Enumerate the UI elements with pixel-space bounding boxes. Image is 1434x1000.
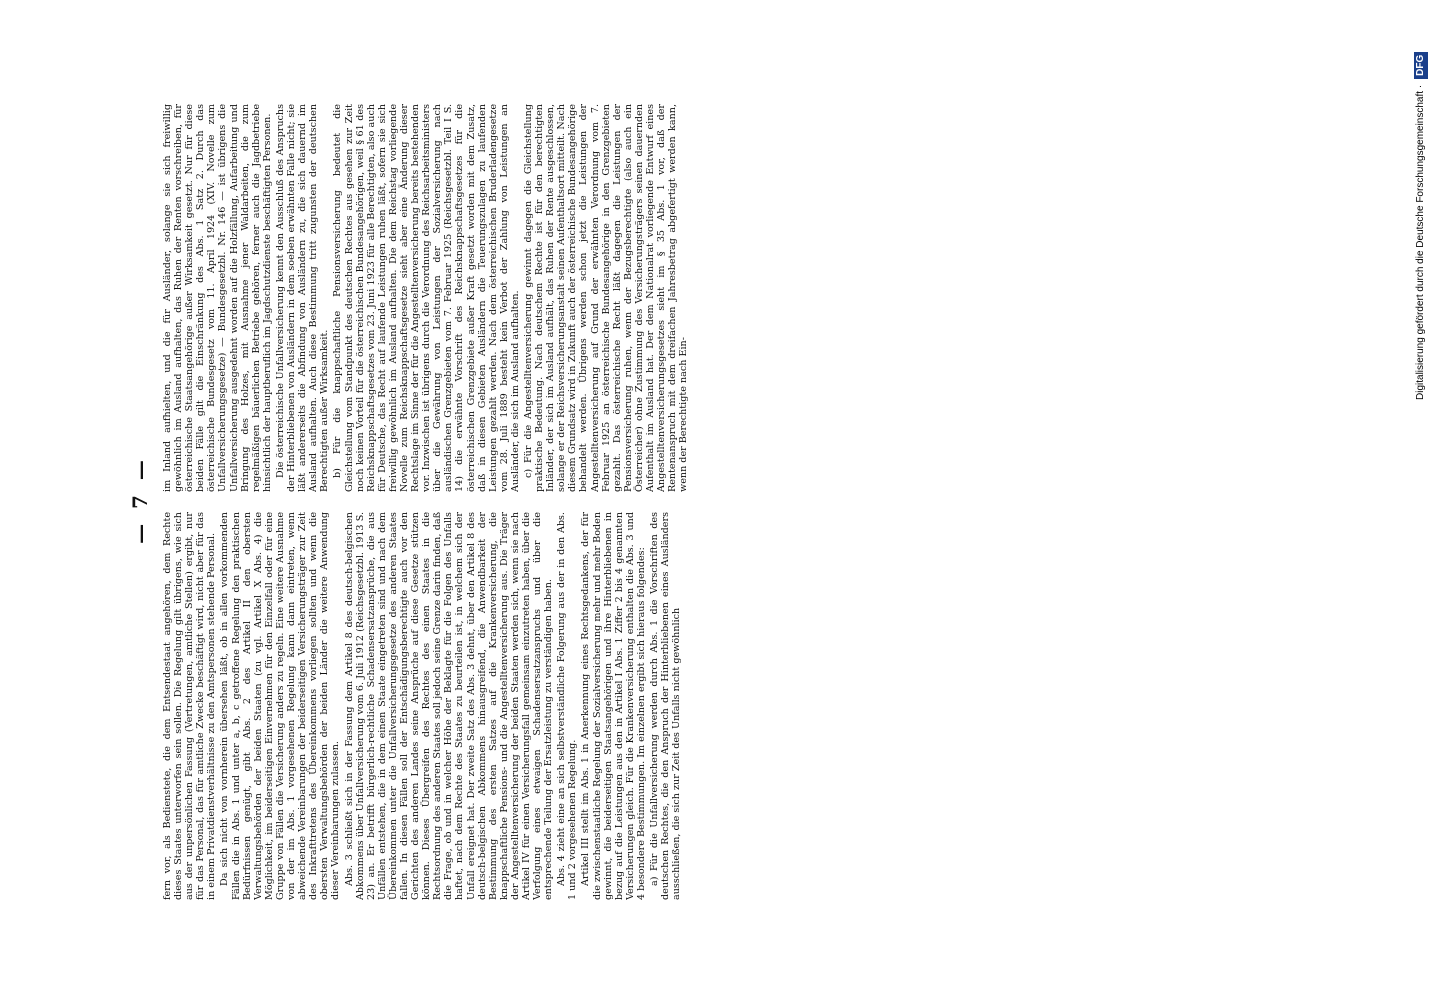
left-text-column [162,512,1287,900]
paragraph: b) Für die knappschaftliche Pensionsversicherung bedeutet die Gleichstellung vom Standpunkt des deutschen Rechtes aus gesehen zur Zeit noch keinen Vorteil für die österreichischen Bundesangehörigen, weil § 61 des Reichsknappschaftsgesetzes vom 23. Juni 1923 für alle Berechtigten, also auch für Deutsche, das Recht auf laufende Leistungen ruhen läßt, sofern sie sich freiwillig gewöhnlich im Ausland aufhalten. Die dem Reichstag vorliegende Novelle zum Reichsknappschaftsgesetze sieht aber eine Änderung dieser Rechtslage im Sinne der für die Angestelltenversicherung bereits bestehenden vor. Inzwischen ist übrigens durch die Verordnung des Reichsarbeitsministers über die Gewährung von Leistungen der Sozialversicherung nach ausländischen Grenzgebieten vom 7. Februar 1925 (Reichsgesetzbl. Teil I S. 14) die erwähnte Vorschrift des Reichsknappschaftsgesetzes für die österreichischen Grenzgebiete außer Kraft gesetzt worden mit dem Zusatz, daß in diesen Gebieten Ausländern die Teuerungszulagen zu laufenden Leistungen gezahlt werden. Nach dem österreichischen Bruderladengesetze vom 28. Juli 1889 besteht kein Verbot der Zahlung von Leistungen an Ausländer, die sich im Ausland aufhalten. [332,104,521,492]
paragraph: a) Für die Unfallversicherung werden durch Abs. 1 die Vorschriften des deutschen Rechtes, die den Anspruch der Hinterbliebenen eines Ausländers ausschließen, die sich zur Zeit des Unfalls nicht gewöhnlich [649,512,683,900]
right-text-column [162,104,1287,492]
paragraph: Da sich nicht von vornherein übersehen läßt, ob in allen vorkommenden Fällen die in Abs. 1 und unter a, b, c getroffene Regelung den praktischen Bedürfnissen genügt, gibt Abs. 2 des Artikel II den obersten Verwaltungsbehörden der beiden Staaten (zu vgl. Artikel X Abs. 4) die Möglichkeit, im beiderseitigen Einvernehmen für den Einzelfall oder für eine Gruppe von Fällen die Versicherung anders zu regeln. Eine weitere Ausnahme von der im Abs. 1 vorgesehenen Regelung kann dann eintreten, wenn abweichende Vereinbarungen der beiderseitigen Versicherungsträger zur Zeit des Inkrafttretens des Übereinkommens vorliegen sollten und wenn die obersten Verwaltungsbehörden der beiden Länder die weitere Anwendung dieser Vereinbarungen zulassen. [219,512,342,900]
paragraph: c) Für die Angestelltenversicherung gewinnt dagegen die Gleichstellung praktische Bedeutung. Nach deutschem Rechte ist für den berechtigten Inländer, der sich im Ausland aufhält, das Ruhen der Rente ausgeschlossen, solange er der Reichsversicherungsanstalt seinen Aufenthaltsort mitteilt. Nach diesem Grundsatz wird in Zukunft auch der österreichische Bundesangehörige behandelt werden. Übrigens werden schon jetzt die Leistungen der Angestelltenversicherung auf Grund der erwähnten Verordnung vom 7. Februar 1925 an österreichische Bundesangehörige in den Grenzgebieten gezahlt. Das österreichische Recht läßt dagegen die Leistungen der Pensionsversicherung ruhen, wenn der Bezugsberechtigte (also auch ein Österreicher) ohne Zustimmung des Versicherungsträgers seinen dauernden Aufenthalt im Ausland hat. Der dem Nationalrat vorliegende Entwurf eines Angestelltenversicherungsgesetzes sieht im § 35 Abs. 1 vor, daß der Rentenanspruch mit dem dreifachen Jahresbetrag abgefertigt werden kann, wenn der Berechtigte nach Ein- [523,104,690,492]
rotated-page-content [128,100,1293,900]
digitization-credit [1410,10,1432,990]
paragraph: Die österreichische Unfallversicherung kennt den Ausschluß des Anspruchs der Hinterbliebenen von Ausländern in dem soeben erwähnten Falle nicht; sie läßt andererseits die Abfindung von Ausländern zu, die sich dauernd im Ausland aufhalten. Auch diese Bestimmung tritt zugunsten der deutschen Berechtigten außer Wirksamkeit. [274,104,331,492]
credit-text: Digitalisierung gefördert durch die Deutsche Forschungsgemeinschaft · [1415,84,1426,400]
paragraph: im Inland aufhielten, und die für Ausländer, solange sie sich freiwillig gewöhnlich im Ausland aufhalten, das Ruhen der Renten vorschreiben, für österreichische Staatsangehörige außer Wirksamkeit gesetzt. Nur für diese beiden Fälle gilt die Einschränkung des Abs. 1 Satz 2. Durch das österreichische Bundesgesetz vom 11. April 1924 (XIV. Novelle zum Unfallversicherungsgesetze) — Bundesgesetzbl. Nr. 146 — ist übrigens die Unfallversicherung ausgedehnt worden auf die Holzfällung, Aufarbeitung und Bringung des Holzes, mit Ausnahme jener Waldarbeiten, die zum regelmäßigen bäuerlichen Betriebe gehören, ferner auch die Jagdbetriebe hinsichtlich der hauptberuflich im Jagdschutzdienste beschäftigten Personen. [162,104,273,492]
paragraph: Artikel III stellt im Abs. 1 in Anerkennung eines Rechtsgedankens, der für die zwischenstaatliche Regelung der Sozialversicherung mehr und mehr Boden gewinnt, die beiderseitigen Staatsangehörigen und ihre Hinterbliebenen in bezug auf die Leistungen aus den in Artikel I Abs. 1 Ziffer 2 bis 4 genannten Versicherungen gleich. Für die Krankenversicherung enthalten die Abs. 3 und 4 besondere Bestimmungen. Im einzelnen ergibt sich hieraus folgendes: [580,512,647,900]
paragraph: Abs. 3 schließt sich in der Fassung dem Artikel 8 des deutsch-belgischen Abkommens über Unfallversicherung vom 6. Juli 1912 (Reichsgesetzbl. 1913 S. 23) an. Er betrifft bürgerlich-rechtliche Schadensersatzansprüche, die aus Unfällen entstehen, die in dem einen Staate eingetreten sind und nach dem Übereinkommen unter die Unfallversicherungsgesetze des anderen Staates fallen. In diesen Fällen soll der Entschädigungsberechtigte auch vor den Gerichten des anderen Landes seine Ansprüche auf diese Gesetze stützen können. Dieses Übergreifen des Rechtes des einen Staates in die Rechtsordnung des anderen Staates soll jedoch seine Grenze darin finden, daß die Frage, ob und in welcher Höhe der Beklagte für die Folgen des Unfalls haftet, nach dem Rechte des Staates zu beurteilen ist, in welchem sich der Unfall ereignet hat. Der zweite Satz des Abs. 3 dehnt, über den Artikel 8 des deutsch-belgischen Abkommens hinausgreifend, die Anwendbarkeit der Bestimmung des ersten Satzes auf die Krankenversicherung, die knappschaftliche Pensions- und die Angestelltenversicherung aus. Die Träger der Angestelltenversicherung der beiden Staaten werden sich, wenn sie nach Artikel IV für einen Versicherungsfall gemeinsam einzutreten haben, über die Verfolgung eines etwaigen Schadensersatzanspruchs und über die entsprechende Teilung der Ersatzleistung zu verständigen haben. [343,512,555,900]
dfg-logo: DFG [1414,52,1428,79]
page-number-header: — 7 — [128,456,152,544]
paragraph: fern vor, als Bedienstete, die dem Entsendestaat angehören, dem Rechte dieses Staates unterworfen sein sollen. Die Regelung gilt übrigens, wie sich aus der unpersönlichen Fassung (Vertretungen, amtliche Stellen) ergibt, nur für das Personal, das für amtliche Zwecke beschäftigt wird, nicht aber für das in einem Privatdienstverhältnisse zu den Amtspersonen stehende Personal. [162,512,218,900]
paragraph: Abs. 4 zieht eine an sich selbstverständliche Folgerung aus der in den Abs. 1 und 2 vorgesehenen Regelung. [556,512,579,900]
